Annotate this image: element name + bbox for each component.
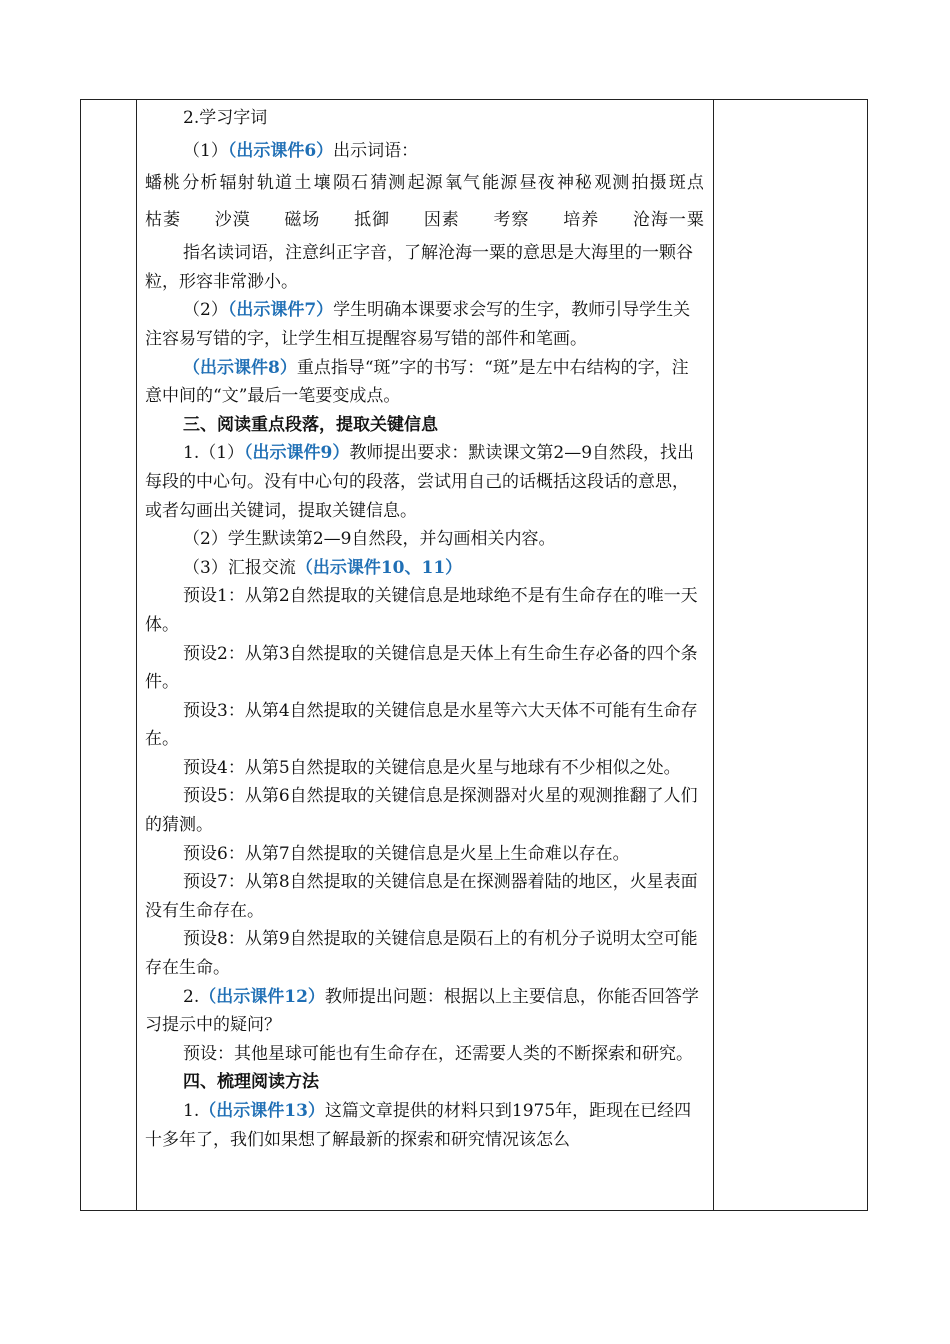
courseware-ref: （出示课件10、11） [295,557,463,578]
preset-2: 预设2：从第3自然提取的关键信息是天体上有生命生存必备的四个条件。 [145,643,698,693]
courseware-ref: （出示课件8） [183,357,297,378]
vocabulary-word: 沧海一粟 [632,210,705,231]
vocabulary-word: 辐射 [219,173,256,194]
preset-5: 预设5：从第6自然提取的关键信息是探测器对火星的观测推翻了人们的猜测。 [145,786,698,836]
heading-section-4: 四、梳理阅读方法 [183,1072,319,1093]
vocabulary-word: 培养 [563,210,600,231]
preset-7: 预设7：从第8自然提取的关键信息是在探测器着陆的地区，火星表面没有生命存在。 [145,872,698,921]
paragraph-task-3: （3）汇报交流（出示课件10、11） [183,557,463,578]
courseware-ref: （出示课件12） [199,986,325,1007]
vocabulary-word: 因素 [423,210,460,231]
vocabulary-word: 土 [294,173,313,194]
vocabulary-word: 观测 [594,173,631,194]
vocabulary-word: 拍摄 [631,173,668,194]
courseware-ref: （出示课件13） [199,1101,325,1121]
vocabulary-word: 分析 [182,173,219,194]
paragraph-ban-character: （出示课件8）重点指导“斑”字的书写：“斑”是左中右结构的字，注意中间的“文”最后一笔要变成点。 [145,357,689,407]
courseware-ref: （出示课件6） [227,140,334,161]
vocabulary-word: 猜测 [370,173,407,194]
vocabulary-word: 抵御 [354,210,391,231]
column-divider-left [136,100,137,1210]
vocabulary-word: 轨道 [256,173,293,194]
vocabulary-word: 氧气 [444,173,481,194]
paragraph-task-2: （2）学生默读第2—9自然段，并勾画相关内容。 [183,529,556,550]
vocabulary-word: 蟠桃 [145,173,181,194]
paragraph-writing: （2）（出示课件7）学生明确本课要求会写的生字，教师引导学生关注容易写错的字，让学生相互提醒容易写错的部件和笔画。 [145,300,691,349]
vocabulary-word: 起源 [407,173,444,194]
preset-3: 预设3：从第4自然提取的关键信息是水星等六大天体不可能有生命存在。 [145,700,698,750]
vocabulary-word: 陨石 [332,173,369,194]
vocabulary-word: 昼夜 [519,173,556,194]
courseware-ref: （出示课件7） [227,300,334,321]
vocabulary-word: 枯萎 [145,210,181,231]
section-title-vocab: 2.学习字词 [183,108,268,128]
vocabulary-list [145,165,705,239]
paragraph-method: 1.（出示课件13）这篇文章提供的材料只到1975年，距现在已经四十多年了，我们如果想了解最新的探索和研究情况该怎么 [145,1101,692,1150]
vocabulary-word: 考察 [493,210,530,231]
preset-1: 预设1：从第2自然提取的关键信息是地球绝不是有生命存在的唯一天体。 [145,586,698,635]
preset-4: 预设4：从第5自然提取的关键信息是火星与地球有不少相似之处。 [183,757,681,778]
vocabulary-word: 壤 [313,173,332,194]
preset-answer: 预设：其他星球可能也有生命存在，还需要人类的不断探索和研究。 [183,1043,693,1064]
courseware-ref: （出示课件9） [244,443,350,464]
vocabulary-word: 神秘 [556,173,593,194]
vocabulary-word: 能源 [482,173,519,194]
lesson-table [80,99,868,1211]
preset-6: 预设6：从第7自然提取的关键信息是火星上生命难以存在。 [183,843,630,864]
vocabulary-word: 磁场 [284,210,321,231]
vocabulary-word: 斑点 [668,173,705,194]
paragraph-question: 2.（出示课件12）教师提出问题：根据以上主要信息，你能否回答学习提示中的疑问？ [145,986,699,1036]
paragraph-vocab-intro: （1）（出示课件6）出示词语： [183,140,419,161]
lesson-content [145,104,705,1154]
paragraph-task-1: 1.（1）（出示课件9）教师提出要求：默读课文第2—9自然段，找出每段的中心句。没有中心句的段落，尝试用自己的话概括这段话的意思，或者勾画出关键词，提取关键信息。 [145,443,695,521]
vocabulary-word: 沙漠 [214,210,251,231]
heading-section-3: 三、阅读重点段落，提取关键信息 [183,414,438,435]
preset-8: 预设8：从第9自然提取的关键信息是陨石上的有机分子说明太空可能存在生命。 [145,929,698,979]
paragraph-reading: 指名读词语，注意纠正字音，了解沧海一粟的意思是大海里的一颗谷粒，形容非常渺小。 [145,243,693,292]
column-divider-right [713,100,714,1210]
